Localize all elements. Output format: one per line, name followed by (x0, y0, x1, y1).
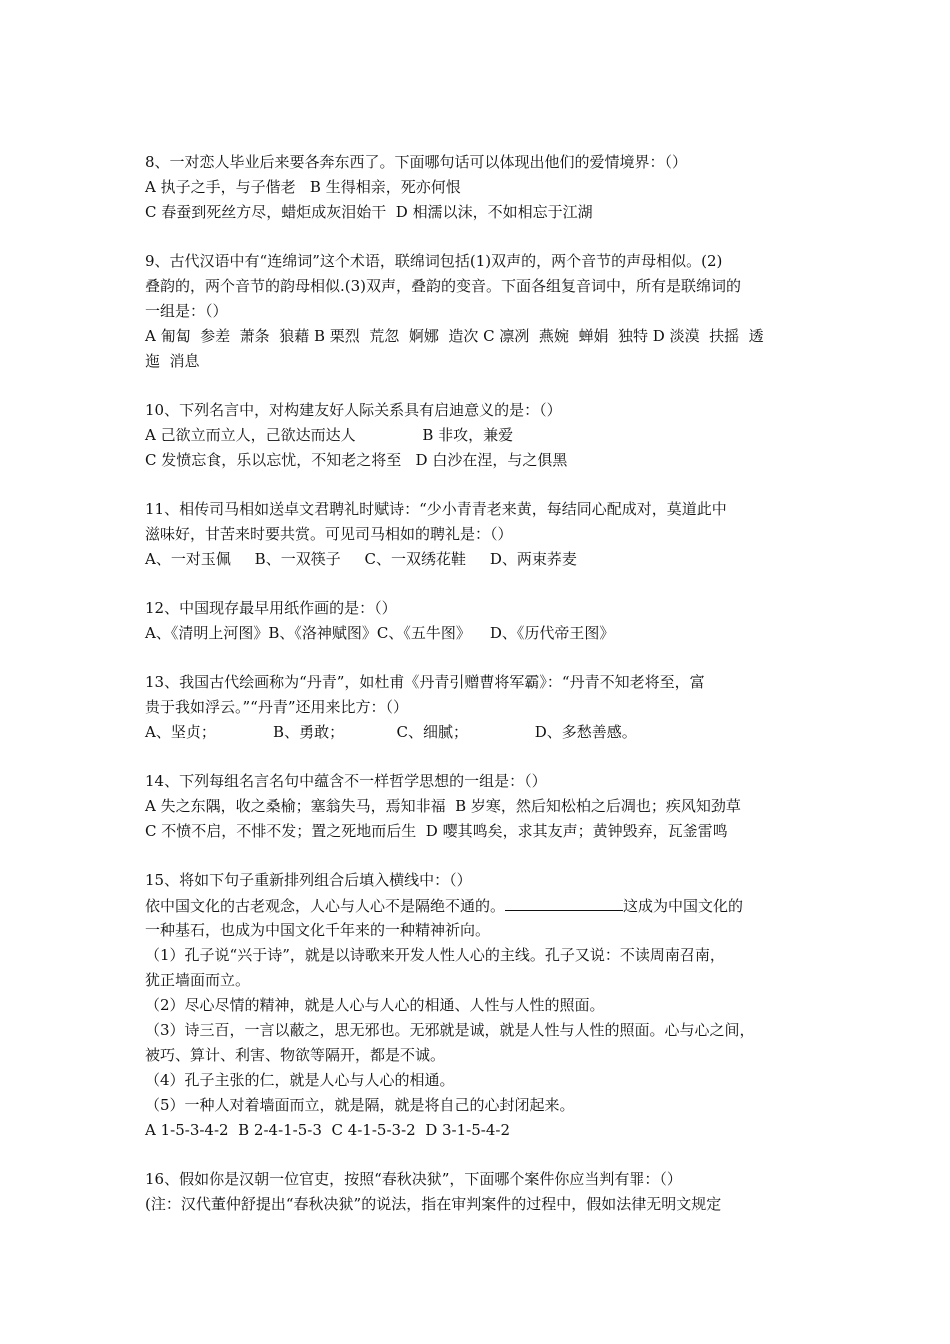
fill-in-blank (505, 893, 623, 911)
question-15-sentence-1-line-2: 犹正墙面而立。 (145, 971, 251, 989)
question-15 (145, 868, 815, 1143)
question-10-stem: 10、下列名言中，对构建友好人际关系具有启迪意义的是：（） (145, 401, 562, 419)
question-15-sentence-4: （4）孔子主张的仁，就是人心与人心的相通。 (145, 1071, 455, 1089)
question-10-options-cd: C 发愤忘食，乐以忘忧，不知老之将至 D 白沙在涅，与之俱黑 (145, 451, 568, 469)
question-15-sentence-5: （5）一种人对着墙面而立，就是隔，就是将自己的心封闭起来。 (145, 1096, 575, 1114)
paragraph-gap (145, 473, 815, 497)
question-9-options-line-2: 迤 消息 (145, 352, 200, 370)
question-8-options-ab: A 执子之手，与子偕老 B 生得相亲，死亦何恨 (145, 178, 461, 196)
question-15-passage-line-1 (145, 893, 815, 918)
paragraph-gap (145, 225, 815, 249)
question-13-stem-line-1: 13、我国古代绘画称为“丹青”，如杜甫《丹青引赠曹将军霸》：“丹青不知老将至，富 (145, 673, 705, 691)
paragraph-gap (145, 374, 815, 398)
question-14-stem: 14、下列每组名言名句中蕴含不一样哲学思想的一组是：（） (145, 772, 547, 790)
question-8-stem: 8、一对恋人毕业后来要各奔东西了。下面哪句话可以体现出他们的爱情境界：（） (145, 153, 688, 171)
question-10-options-ab: A 己欲立而立人，己欲达而达人 B 非攻，兼爱 (145, 426, 514, 444)
question-15-sentence-2: （2）尽心尽情的精神，就是人心与人心的相通、人性与人性的照面。 (145, 996, 605, 1014)
question-14-options-cd: C 不愤不启，不悱不发；置之死地而后生 D 嘤其鸣矣，求其友声；黄钟毁弃，瓦釜雷鸣 (145, 822, 728, 840)
document-page (145, 150, 815, 1217)
question-12 (145, 596, 815, 646)
question-12-options: A、《清明上河图》B、《洛神赋图》C、《五牛图》 D、《历代帝王图》 (145, 624, 615, 642)
question-15-options: A 1-5-3-4-2 B 2-4-1-5-3 C 4-1-5-3-2 D 3-1-5-4-2 (145, 1121, 511, 1139)
question-16-stem: 16、假如你是汉朝一位官吏，按照“春秋决狱”，下面哪个案件你应当判有罪：（） (145, 1170, 682, 1188)
question-9-stem-line-2: 叠韵的，两个音节的韵母相似.(3)双声，叠韵的变音。下面各组复音词中，所有是联绵词的 (145, 277, 742, 295)
passage-text-after-blank: 这成为中国文化的 (623, 897, 744, 915)
question-15-passage-line-2: 一种基石，也成为中国文化千年来的一种精神祈向。 (145, 921, 491, 939)
question-14 (145, 769, 815, 844)
question-11 (145, 497, 815, 572)
question-9 (145, 249, 815, 374)
question-9-stem-line-3: 一组是：（） (145, 302, 228, 320)
paragraph-gap (145, 844, 815, 868)
question-15-stem: 15、将如下句子重新排列组合后填入横线中：（） (145, 871, 472, 889)
question-16 (145, 1167, 815, 1217)
question-15-sentence-3-line-1: （3）诗三百，一言以蔽之，思无邪也。无邪就是诚，就是人性与人性的照面。心与心之间， (145, 1021, 755, 1039)
question-11-stem-line-2: 滋味好，甘苦来时要共赏。可见司马相如的聘礼是：（） (145, 525, 513, 543)
question-12-stem: 12、中国现存最早用纸作画的是：（） (145, 599, 397, 617)
question-14-options-ab: A 失之东隅，收之桑榆；塞翁失马，焉知非福 B 岁寒，然后知松柏之后凋也；疾风知劲草 (145, 797, 741, 815)
paragraph-gap (145, 572, 815, 596)
question-15-sentence-3-line-2: 被巧、算计、利害、物欲等隔开，都是不诚。 (145, 1046, 446, 1064)
question-8-options-cd: C 春蚕到死丝方尽，蜡炬成灰泪始干 D 相濡以沫，不如相忘于江湖 (145, 203, 593, 221)
question-11-options: A、一对玉佩 B、一双筷子 C、一双绣花鞋 D、两束荞麦 (145, 550, 577, 568)
paragraph-gap (145, 745, 815, 769)
question-11-stem-line-1: 11、相传司马相如送卓文君聘礼时赋诗：“少小青青老来黄，每结同心配成对，莫道此中 (145, 500, 727, 518)
question-13-stem-line-2: 贵于我如浮云。”“丹青”还用来比方：（） (145, 698, 409, 716)
question-13-options: A、坚贞； B、勇敢； C、细腻； D、多愁善感。 (145, 723, 637, 741)
question-9-options-line-1: A 匍匐 参差 萧条 狼藉 B 栗烈 荒忽 婀娜 造次 C 凛冽 燕婉 蝉娟 独特 D 淡漠 扶摇 透 (145, 327, 764, 345)
question-10 (145, 398, 815, 473)
passage-text-before-blank: 依中国文化的古老观念，人心与人心不是隔绝不通的。 (145, 897, 506, 915)
paragraph-gap (145, 646, 815, 670)
question-16-note: (注：汉代董仲舒提出“春秋决狱”的说法，指在审判案件的过程中，假如法律无明文规定 (145, 1195, 722, 1213)
question-13 (145, 670, 815, 745)
question-9-stem-line-1: 9、古代汉语中有“连绵词”这个术语，联绵词包括(1)双声的，两个音节的声母相似。(2) (145, 252, 723, 270)
paragraph-gap (145, 1143, 815, 1167)
question-8 (145, 150, 815, 225)
question-15-sentence-1-line-1: （1）孔子说“兴于诗”，就是以诗歌来开发人性人心的主线。孔子又说：不读周南召南， (145, 946, 725, 964)
